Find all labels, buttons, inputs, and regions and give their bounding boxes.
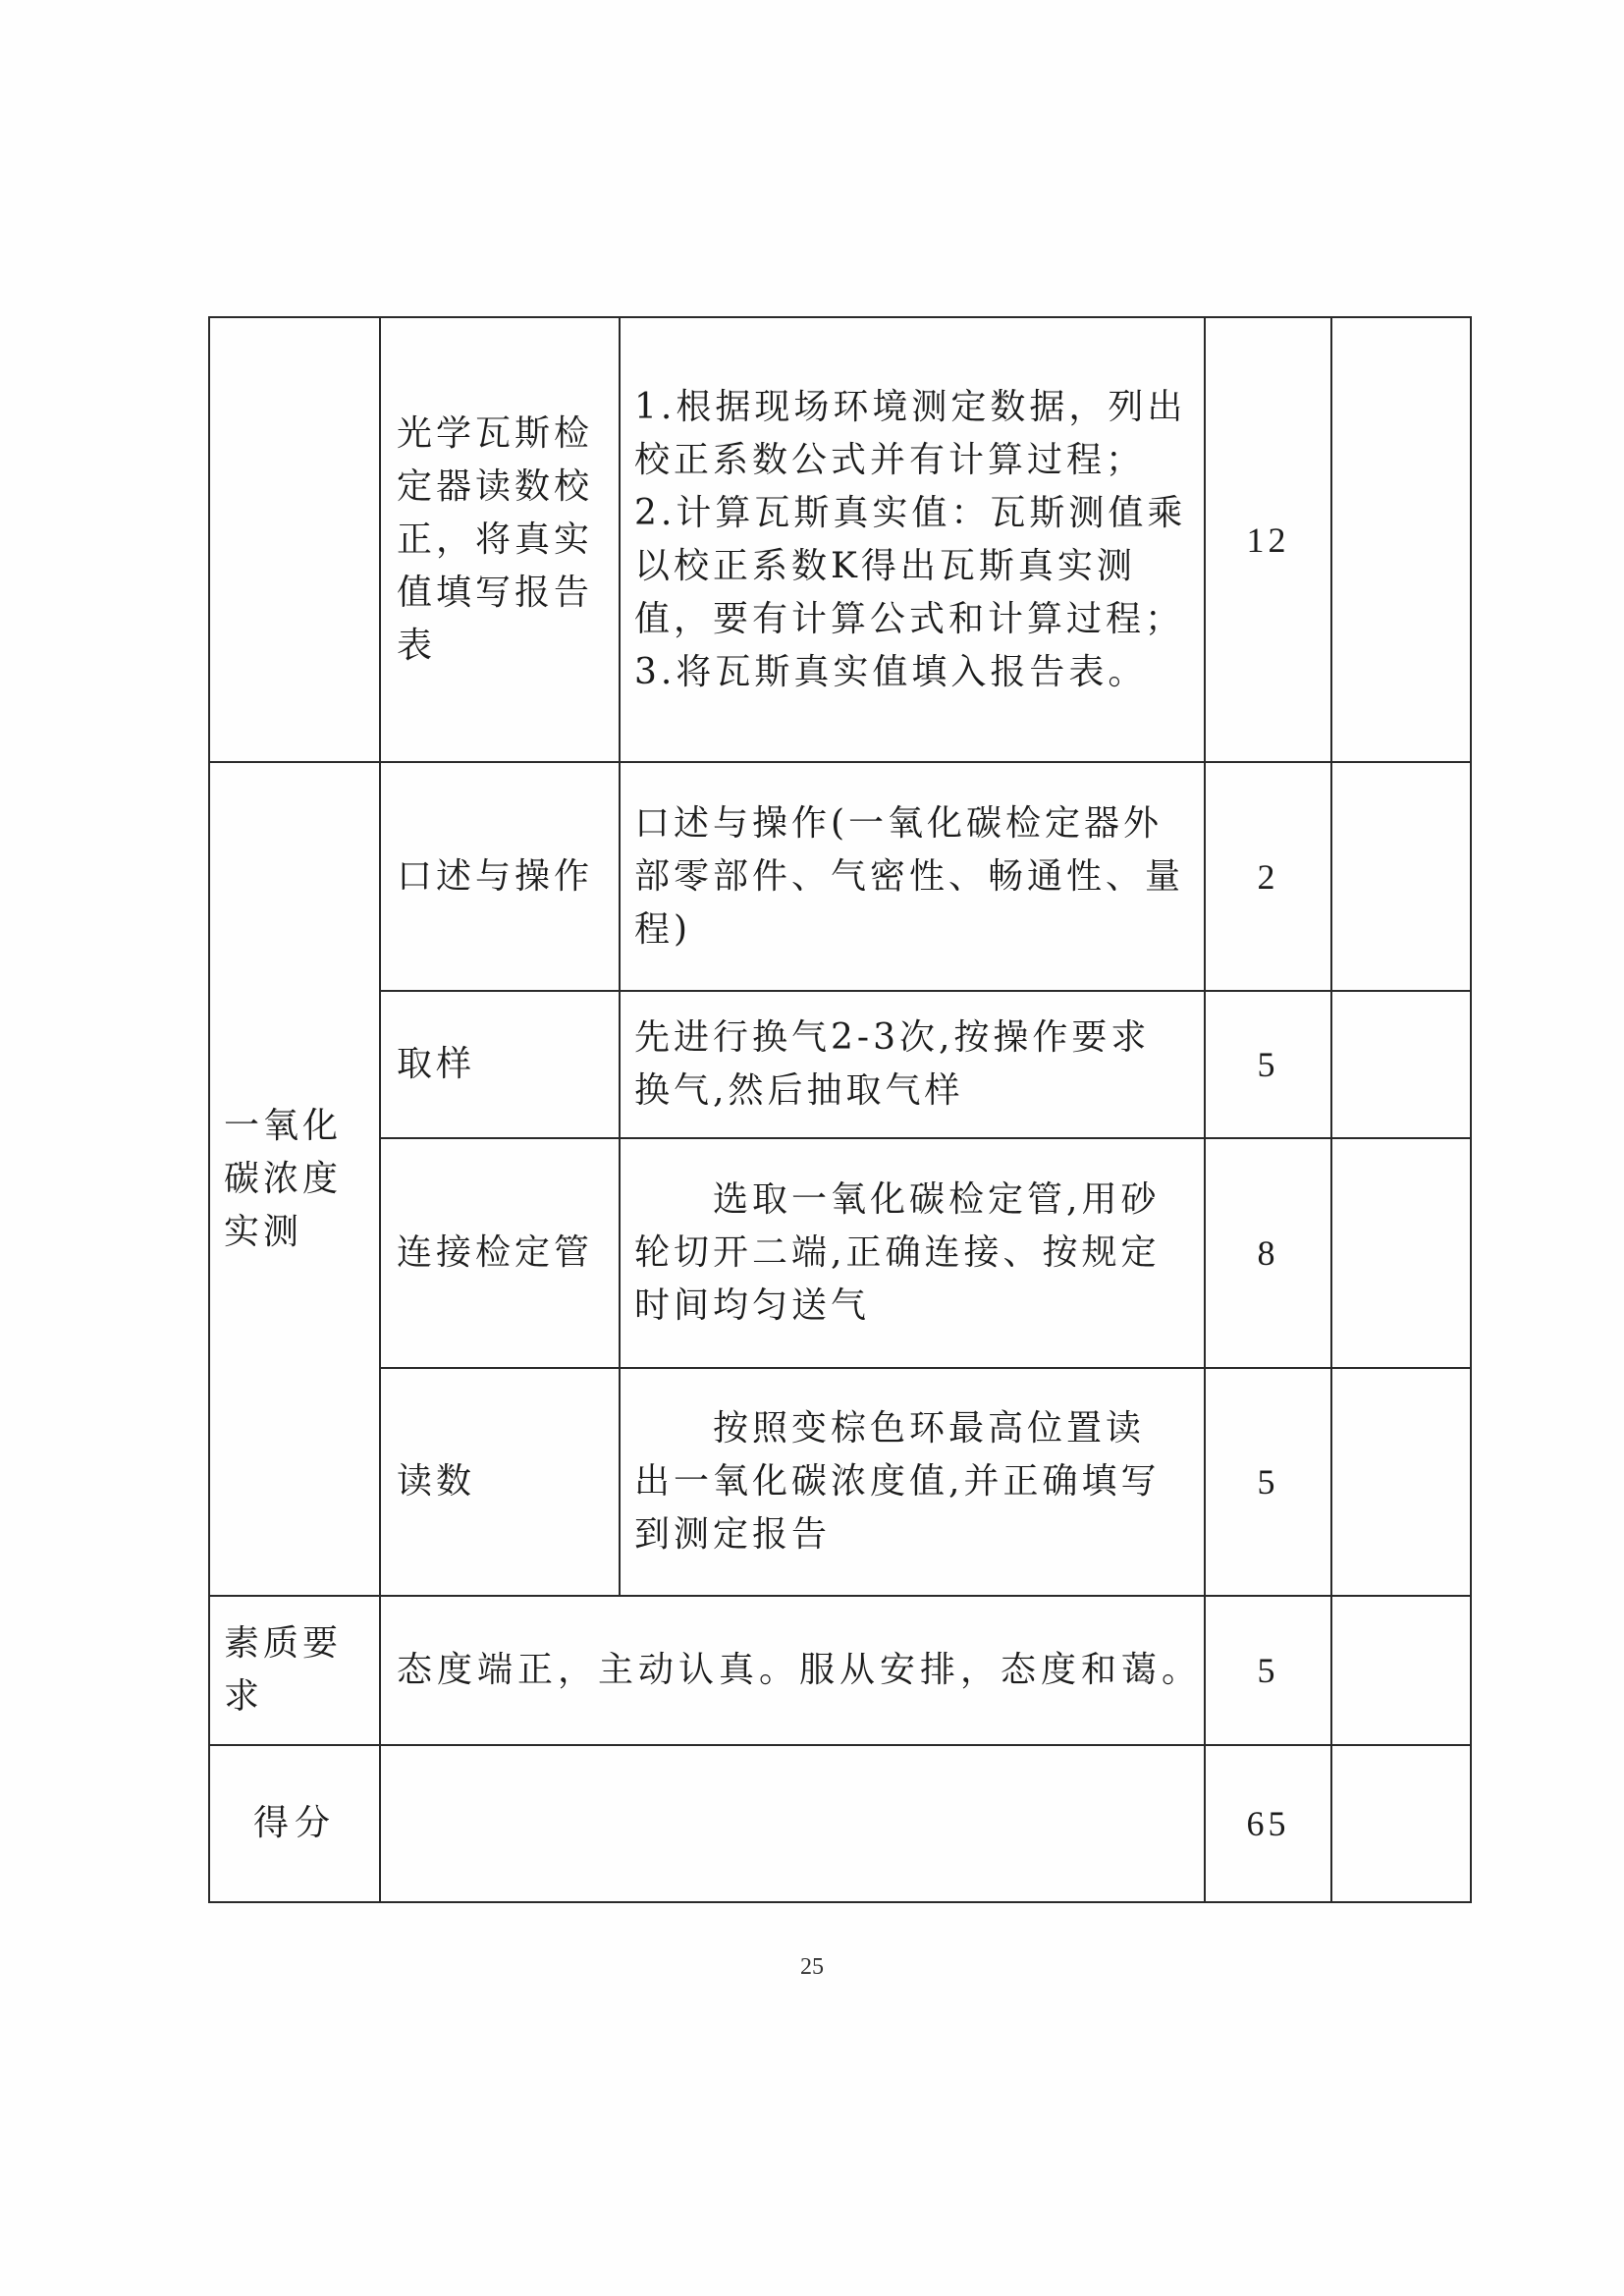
requirement-line: 到测定报告	[634, 1514, 832, 1555]
blank-cell	[1331, 991, 1471, 1138]
blank-cell	[1331, 317, 1471, 762]
item-cell: 连接检定管	[380, 1138, 620, 1368]
requirement-line: 程)	[634, 908, 692, 950]
score-cell: 5	[1205, 1596, 1331, 1745]
requirement-line: 轮切开二端,正确连接、按规定	[634, 1232, 1161, 1273]
table-row	[209, 1138, 1471, 1368]
item-cell: 口述与操作	[380, 762, 620, 991]
item-cell: 读数	[380, 1368, 620, 1596]
item-cell: 取样	[380, 991, 620, 1138]
score-cell: 5	[1205, 991, 1331, 1138]
requirement-cell	[620, 762, 1205, 991]
table-row	[209, 1745, 1471, 1902]
requirement-line: 换气,然后抽取气样	[634, 1070, 964, 1111]
requirement-line: 部零部件、气密性、畅通性、量	[634, 855, 1185, 897]
requirement-line: 先进行换气2-3次,按操作要求	[634, 1017, 1151, 1058]
table-row	[209, 991, 1471, 1138]
category-cell	[209, 317, 380, 762]
requirement-line: 校正系数公式并有计算过程；	[634, 439, 1146, 480]
score-cell: 2	[1205, 762, 1331, 991]
requirement-line: 以校正系数K得出瓦斯真实测	[634, 545, 1136, 586]
requirement-line: 口述与操作(一氧化碳检定器外	[634, 802, 1164, 844]
score-cell: 8	[1205, 1138, 1331, 1368]
page-number: 25	[800, 1954, 824, 1980]
score-cell: 12	[1205, 317, 1331, 762]
category-cell: 素质要求	[209, 1596, 380, 1745]
requirement-cell	[620, 1138, 1205, 1368]
total-label-cell: 得分	[209, 1745, 380, 1902]
requirement-line: 2.计算瓦斯真实值：瓦斯测值乘	[634, 492, 1187, 533]
requirement-line: 时间均匀送气	[634, 1285, 871, 1326]
blank-cell	[1331, 1596, 1471, 1745]
blank-cell	[1331, 762, 1471, 991]
blank-cell	[1331, 1745, 1471, 1902]
table-row	[209, 1368, 1471, 1596]
requirement-line: 1.根据现场环境测定数据，列出	[634, 386, 1187, 427]
total-content-cell	[380, 1745, 1205, 1902]
requirement-cell	[620, 1368, 1205, 1596]
requirement-cell	[620, 317, 1205, 762]
total-score-cell: 65	[1205, 1745, 1331, 1902]
item-cell: 光学瓦斯检定器读数校正，将真实值填写报告表	[380, 317, 620, 762]
table-row	[209, 317, 1471, 762]
category-cell: 一氧化碳浓度实测	[209, 762, 380, 1596]
requirement-line: 3.将瓦斯真实值填入报告表。	[634, 651, 1148, 692]
blank-cell	[1331, 1368, 1471, 1596]
blank-cell	[1331, 1138, 1471, 1368]
requirement-line: 按照变棕色环最高位置读	[713, 1408, 1146, 1449]
requirement-line: 选取一氧化碳检定管,用砂	[713, 1179, 1161, 1220]
requirement-cell	[620, 991, 1205, 1138]
requirement-cell: 态度端正，主动认真。服从安排，态度和蔼。	[380, 1596, 1205, 1745]
scoring-table	[208, 316, 1472, 1903]
table-row	[209, 1596, 1471, 1745]
score-cell: 5	[1205, 1368, 1331, 1596]
table-row	[209, 762, 1471, 991]
requirement-line: 出一氧化碳浓度值,并正确填写	[634, 1461, 1161, 1502]
requirement-line: 值，要有计算公式和计算过程；	[634, 598, 1185, 639]
